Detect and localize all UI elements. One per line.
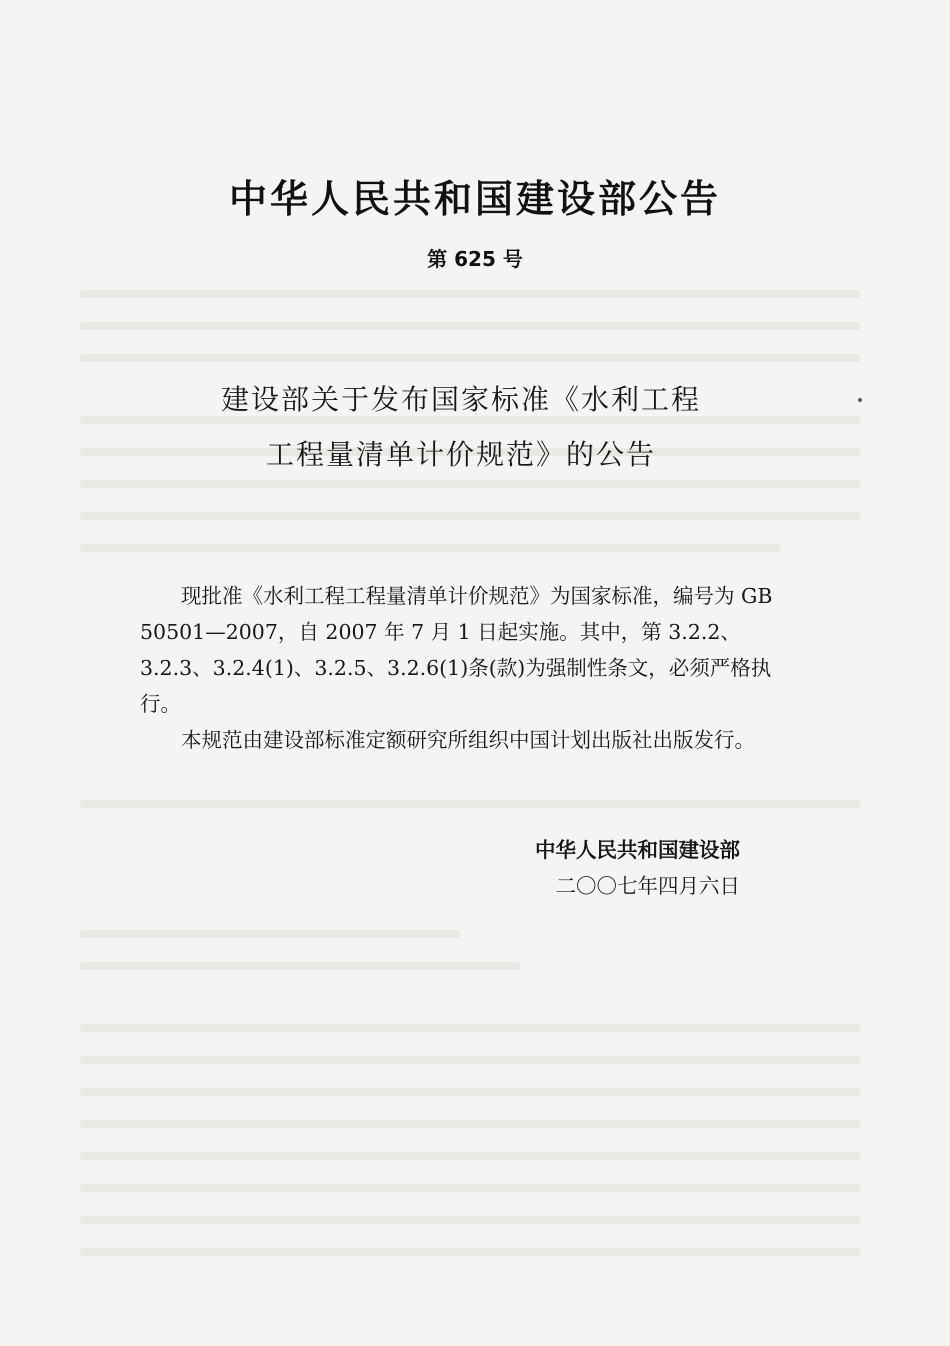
bleed-through-line [80,1024,860,1032]
bleed-through-line [80,1248,860,1256]
bleed-through-line [80,354,860,362]
bleed-through-line [80,512,860,520]
bleed-through-line [80,1216,860,1224]
notice-title-line2: 工程量清单计价规范》的公告 [265,438,656,471]
bleed-through-line [80,480,860,488]
bleed-through-line [80,544,780,552]
bleed-through-line [80,800,860,808]
bleed-through-line [80,1120,860,1128]
header-title: 中华人民共和国建设部公告 [228,177,721,221]
bleed-through-line [80,1184,860,1192]
bleed-through-line [80,322,860,330]
notice-title-line1: 建设部关于发布国家标准《水利工程 [220,383,701,416]
signature-date: 二〇〇七年四月六日 [555,874,740,898]
bleed-through-line [80,962,520,970]
bleed-through-line [80,1056,860,1064]
paragraph-text: 本规范由建设部标准定额研究所组织中国计划出版社出版发行。 [181,728,755,752]
bleed-through-line [80,930,460,938]
body-paragraph-2 [140,722,790,758]
signature-organization: 中华人民共和国建设部 [535,838,740,862]
paragraph-text: 现批准《水利工程工程量清单计价规范》为国家标准，编号为 GB 50501—2007，自 2007 年 7 月 1 日起实施。其中，第 3.2.2、3.2.3、3.2.4(1)、3.2.5、3.2.6(1)条(款)为强制性条文，必须严格执行。 [140,584,773,716]
body-paragraph-1 [140,578,790,722]
bleed-through-line [80,290,860,298]
bleed-through-line [80,1088,860,1096]
announcement-number: 第 625 号 [427,247,523,271]
bleed-through-line [80,1152,860,1160]
